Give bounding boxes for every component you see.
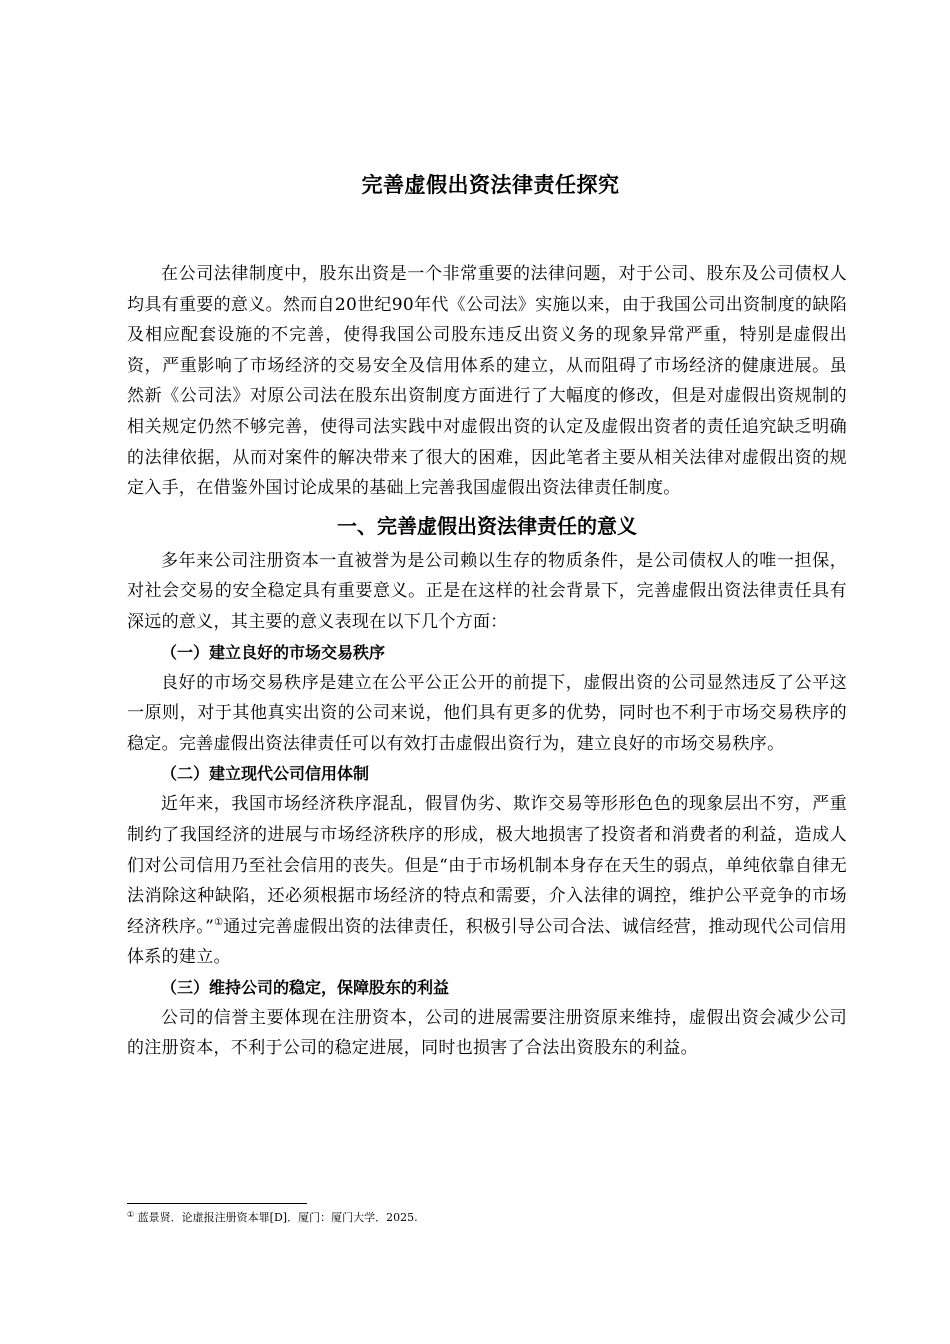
subsection-paragraph-1: 良好的市场交易秩序是建立在公平公正公开的前提下，虚假出资的公司显然违反了公平这一原则，对于其他真实出资的公司来说，他们具有更多的优势，同时也不利于市场交易秩序的稳定。完善虚假出资法律责任可以有效打击虚假出资行为，建立良好的市场交易秩序。 [127, 672, 847, 754]
subsection-paragraph-3: 公司的信誉主要体现在注册资本，公司的进展需要注册资原来维持，虚假出资会减少公司的注册资本，不利于公司的稳定进展，同时也损害了合法出资股东的利益。 [127, 1007, 847, 1059]
subsection-heading-2: （二）建立现代公司信用体制 [161, 764, 370, 784]
document-body [127, 259, 847, 1064]
intro-paragraph: 在公司法律制度中，股东出资是一个非常重要的法律问题，对于公司、股东及公司债权人均具有重要的意义。然而自20世纪90年代《公司法》实施以来，由于我国公司出资制度的缺陷及相应配套设施的不完善，使得我国公司股东违反出资义务的现象异常严重，特别是虚假出资，严重影响了市场经济的交易安全及信用体系的建立，从而阻碍了市场经济的健康进展。虽然新《公司法》对原公司法在股东出资制度方面进行了大幅度的修改，但是对虚假出资规制的相关规定仍然不够完善，使得司法实践中对虚假出资的认定及虚假出资者的责任追究缺乏明确的法律依据，从而对案件的解决带来了很大的困难，因此笔者主要从相关法律对虚假出资的规定入手，在借鉴外国讨论成果的基础上完善我国虚假出资法律责任制度。 [127, 264, 847, 499]
footnote-marker: ① [127, 1210, 135, 1219]
section-intro-paragraph: 多年来公司注册资本一直被誉为是公司赖以生存的物质条件，是公司债权人的唯一担保，对社会交易的安全稳定具有重要意义。正是在这样的社会背景下，完善虚假出资法律责任具有深远的意义，其主要的意义表现在以下几个方面： [127, 550, 847, 632]
footnote-text: 蓝景贤．论虚报注册资本罪[D]．厦门：厦门大学．2025. [137, 1211, 418, 1224]
section-heading: 一、完善虚假出资法律责任的意义 [337, 513, 637, 538]
footnote-reference[interactable]: ① [214, 916, 224, 928]
paragraph-text-before-citation: 近年来，我国市场经济秩序混乱，假冒伪劣、欺诈交易等形形色色的现象层出不穷，严重制约了我国经济的进展与市场经济秩序的形成，极大地损害了投资者和消费者的利益，造成人们对公司信用乃至社会信用的丧失。但是“由于市场机制本身存在天生的弱点，单纯依靠自律无法消除这种缺陷，还必须根据市场经济的特点和需要，介入法律的调控，维护公平竞争的市场经济秩序。” [127, 794, 847, 937]
subsection-heading-3: （三）维持公司的稳定，保障股东的利益 [161, 977, 450, 997]
footnote [127, 1210, 418, 1226]
footnote-separator [127, 1203, 307, 1204]
subsection-paragraph-2 [127, 789, 847, 973]
document-title: 完善虚假出资法律责任探究 [361, 173, 620, 197]
subsection-heading-1: （一）建立良好的市场交易秩序 [161, 642, 386, 662]
paragraph-text-after-citation: 通过完善虚假出资的法律责任，积极引导公司合法、诚信经营，推动现代公司信用体系的建立。 [127, 916, 847, 968]
